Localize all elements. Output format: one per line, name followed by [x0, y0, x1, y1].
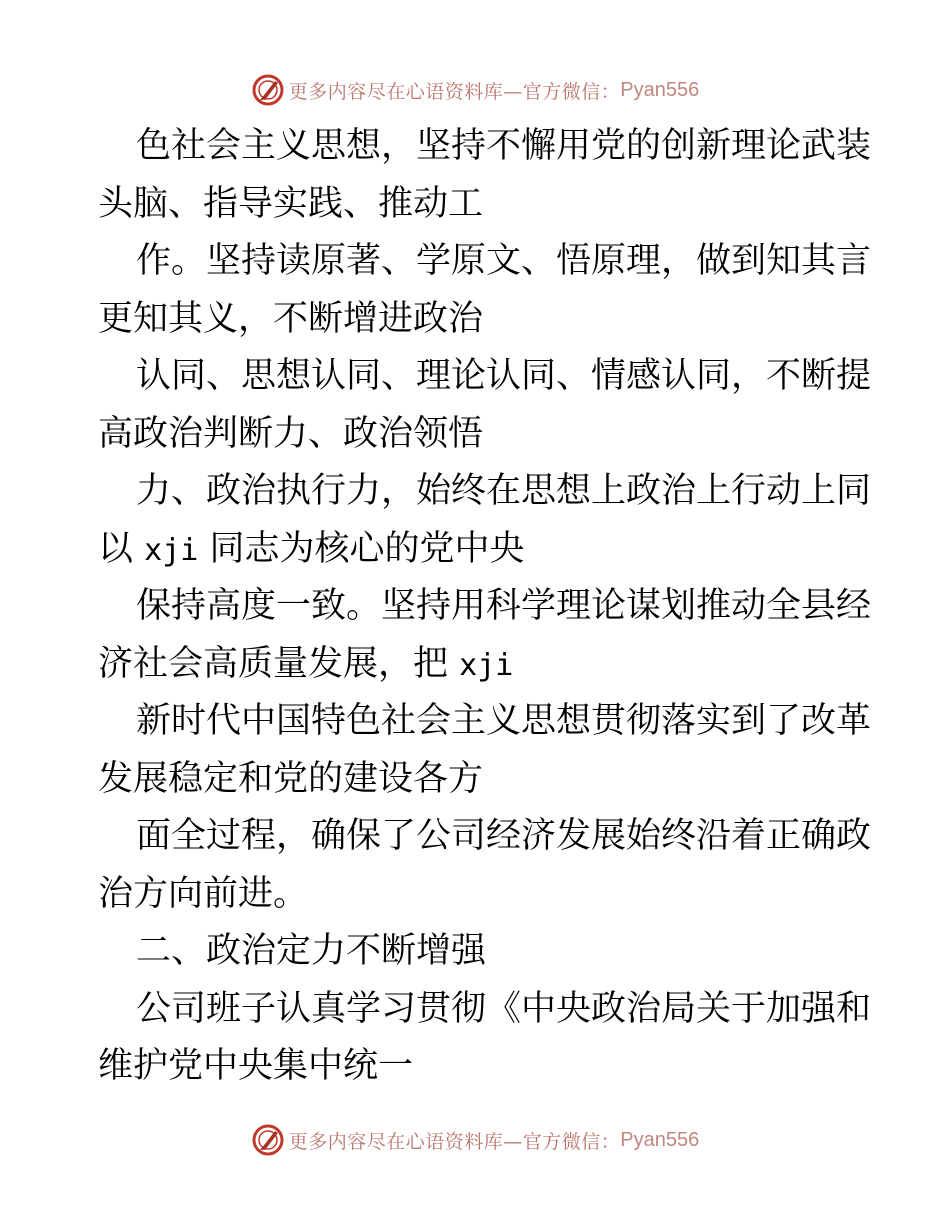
body-line: 保持高度一致。坚持用科学理论谋划推动全县经 — [136, 586, 872, 626]
section-heading: 二、政治定力不断增强 — [136, 931, 487, 971]
body-line: 公司班子认真学习贯彻《中央政治局关于加强和 — [136, 988, 872, 1029]
body-line: 更知其义，不断增进政治 — [98, 298, 484, 339]
quill-seal-icon — [251, 73, 285, 107]
footer-watermark — [0, 1120, 950, 1160]
body-line: 发展稳定和党的建设各方 — [98, 758, 484, 799]
quill-seal-icon — [251, 1123, 285, 1157]
watermark-wechat-id: Pyan556 — [620, 78, 700, 101]
body-line: 认同、思想认同、理论认同、情感认同，不断提 — [136, 356, 872, 396]
body-line-text: 同志为核心的党中央 — [198, 528, 525, 569]
body-line: 高政治判断力、政治领悟 — [98, 413, 484, 454]
document-body — [98, 118, 872, 1096]
body-line: 作。坚持读原著、学原文、悟原理，做到知其言 — [136, 241, 872, 281]
body-line: 新时代中国特色社会主义思想贯彻落实到了改革 — [136, 701, 872, 741]
body-line: 头脑、指导实践、推动工 — [98, 183, 484, 224]
header-watermark — [0, 70, 950, 110]
body-line-text: 济社会高质量发展，把 — [98, 643, 460, 684]
body-line: 维护党中央集中统一 — [98, 1046, 414, 1086]
body-line-text: 以 — [98, 528, 145, 569]
watermark-text: 更多内容尽在心语资料库—官方微信： — [288, 80, 621, 103]
body-line: 力、政治执行力，始终在思想上政治上行动上同 — [136, 471, 872, 511]
watermark-text: 更多内容尽在心语资料库—官方微信： — [288, 1130, 621, 1153]
body-line: 治方向前进。 — [98, 873, 309, 914]
body-line-latin: xji — [144, 532, 199, 568]
body-line — [98, 636, 858, 694]
body-line: 面全过程，确保了公司经济发展始终沿着正确政 — [136, 816, 872, 856]
watermark-wechat-id: Pyan556 — [620, 1128, 700, 1151]
body-line: 色社会主义思想，坚持不懈用党的创新理论武装 — [136, 126, 872, 166]
body-line — [98, 521, 858, 579]
body-line-latin: xji — [459, 647, 514, 683]
